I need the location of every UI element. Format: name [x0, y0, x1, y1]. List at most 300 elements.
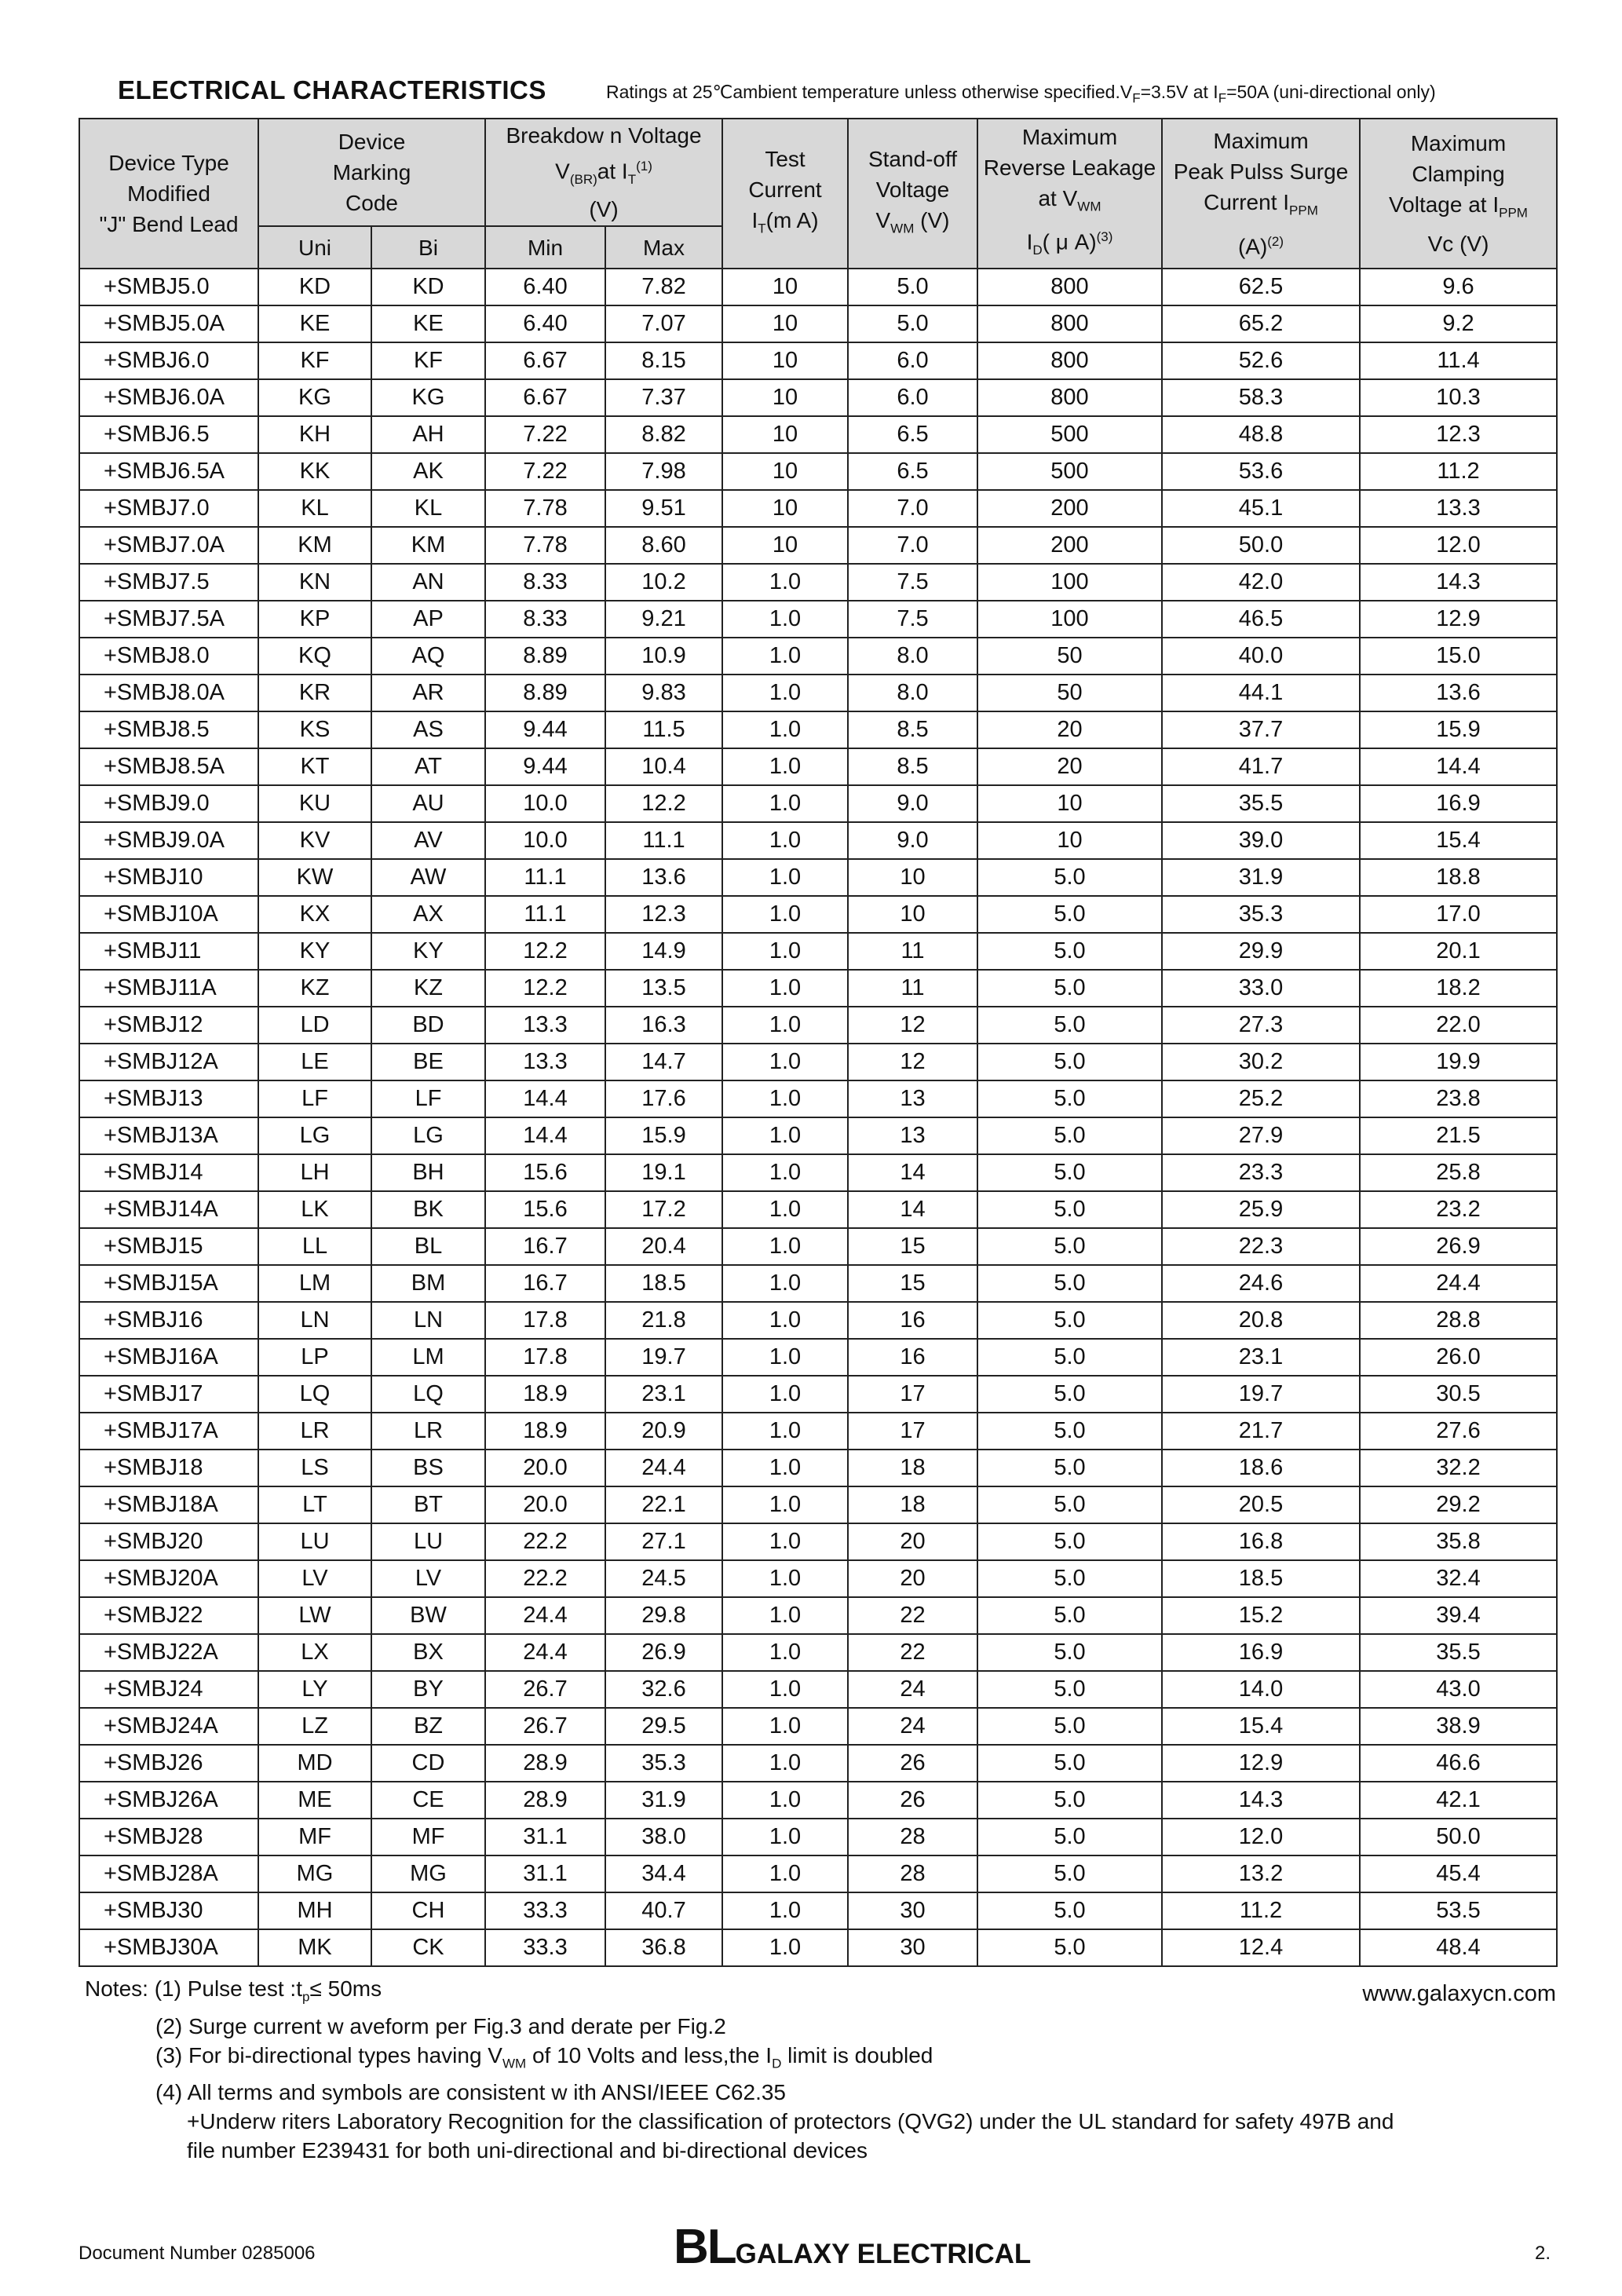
cell-breakdown-max: 20.9: [605, 1413, 722, 1450]
cell-standoff-voltage: 17: [848, 1376, 977, 1413]
cell-peak-pulse-current: 24.6: [1162, 1265, 1360, 1302]
cell-marking-bi: MG: [371, 1855, 485, 1892]
cell-breakdown-max: 8.60: [605, 527, 722, 564]
cell-standoff-voltage: 30: [848, 1892, 977, 1929]
cell-marking-uni: LL: [258, 1228, 371, 1265]
cell-peak-pulse-current: 11.2: [1162, 1892, 1360, 1929]
cell-device-type: +SMBJ17: [79, 1376, 258, 1413]
cell-marking-bi: BY: [371, 1671, 485, 1708]
cell-clamping-voltage: 13.6: [1360, 675, 1557, 711]
cell-marking-bi: LQ: [371, 1376, 485, 1413]
cell-standoff-voltage: 6.0: [848, 379, 977, 416]
header-max: Max: [605, 226, 722, 269]
table-row: [79, 1265, 1557, 1302]
cell-standoff-voltage: 5.0: [848, 305, 977, 342]
cell-device-type: +SMBJ7.5A: [79, 601, 258, 638]
table-row: [79, 490, 1557, 527]
cell-clamping-voltage: 15.0: [1360, 638, 1557, 675]
cell-breakdown-min: 26.7: [485, 1671, 605, 1708]
cell-clamping-voltage: 9.2: [1360, 305, 1557, 342]
cell-device-type: +SMBJ30A: [79, 1929, 258, 1966]
cell-marking-bi: LU: [371, 1523, 485, 1560]
cell-breakdown-min: 7.22: [485, 453, 605, 490]
header-clamping-voltage: Maximum Clamping Voltage at $I_{PPM}$ Vc (V): [1360, 119, 1557, 269]
table-row: [79, 1413, 1557, 1450]
cell-reverse-leakage: 500: [977, 453, 1162, 490]
cell-device-type: +SMBJ8.5A: [79, 748, 258, 785]
table-row: [79, 269, 1557, 305]
cell-marking-bi: LV: [371, 1560, 485, 1597]
cell-marking-uni: LM: [258, 1265, 371, 1302]
cell-breakdown-max: 14.7: [605, 1044, 722, 1080]
cell-standoff-voltage: 13: [848, 1117, 977, 1154]
cell-peak-pulse-current: 30.2: [1162, 1044, 1360, 1080]
cell-breakdown-min: 28.9: [485, 1745, 605, 1782]
brand-logo: BLGALAXY ELECTRICAL: [674, 2220, 1032, 2274]
table-row: [79, 527, 1557, 564]
cell-breakdown-max: 9.21: [605, 601, 722, 638]
cell-device-type: +SMBJ7.5: [79, 564, 258, 601]
cell-clamping-voltage: 42.1: [1360, 1782, 1557, 1819]
cell-peak-pulse-current: 23.3: [1162, 1154, 1360, 1191]
table-row: [79, 822, 1557, 859]
cell-marking-bi: MF: [371, 1819, 485, 1855]
cell-clamping-voltage: 18.2: [1360, 970, 1557, 1007]
cell-reverse-leakage: 100: [977, 564, 1162, 601]
table-row: [79, 1154, 1557, 1191]
ratings-note: Ratings at 25℃ambient temperature unless otherwise $specified.V_F=3.5V$ at $I_F=50A$ (uni-directional only): [606, 82, 1436, 106]
cell-standoff-voltage: 13: [848, 1080, 977, 1117]
cell-device-type: +SMBJ30: [79, 1892, 258, 1929]
cell-peak-pulse-current: 41.7: [1162, 748, 1360, 785]
table-row: [79, 564, 1557, 601]
cell-clamping-voltage: 45.4: [1360, 1855, 1557, 1892]
cell-device-type: +SMBJ17A: [79, 1413, 258, 1450]
cell-marking-bi: AN: [371, 564, 485, 601]
cell-reverse-leakage: 5.0: [977, 1708, 1162, 1745]
cell-clamping-voltage: 46.6: [1360, 1745, 1557, 1782]
cell-standoff-voltage: 7.0: [848, 490, 977, 527]
cell-marking-uni: LN: [258, 1302, 371, 1339]
cell-clamping-voltage: 12.0: [1360, 527, 1557, 564]
cell-breakdown-min: 7.78: [485, 490, 605, 527]
cell-breakdown-min: 20.0: [485, 1486, 605, 1523]
cell-device-type: +SMBJ6.0: [79, 342, 258, 379]
cell-breakdown-max: 21.8: [605, 1302, 722, 1339]
cell-peak-pulse-current: 20.5: [1162, 1486, 1360, 1523]
cell-peak-pulse-current: 52.6: [1162, 342, 1360, 379]
cell-standoff-voltage: 11: [848, 970, 977, 1007]
cell-clamping-voltage: 14.3: [1360, 564, 1557, 601]
cell-reverse-leakage: 200: [977, 490, 1162, 527]
cell-test-current: 1.0: [722, 1892, 848, 1929]
cell-test-current: 1.0: [722, 1708, 848, 1745]
cell-breakdown-max: 20.4: [605, 1228, 722, 1265]
cell-clamping-voltage: 21.5: [1360, 1117, 1557, 1154]
cell-breakdown-max: 7.37: [605, 379, 722, 416]
cell-clamping-voltage: 43.0: [1360, 1671, 1557, 1708]
cell-breakdown-min: 15.6: [485, 1154, 605, 1191]
cell-reverse-leakage: 5.0: [977, 1855, 1162, 1892]
cell-marking-uni: LX: [258, 1634, 371, 1671]
cell-marking-bi: KZ: [371, 970, 485, 1007]
cell-device-type: +SMBJ20A: [79, 1560, 258, 1597]
cell-reverse-leakage: 50: [977, 638, 1162, 675]
cell-device-type: +SMBJ16: [79, 1302, 258, 1339]
table-row: [79, 1745, 1557, 1782]
cell-marking-uni: LG: [258, 1117, 371, 1154]
cell-breakdown-max: 15.9: [605, 1117, 722, 1154]
cell-breakdown-max: 34.4: [605, 1855, 722, 1892]
cell-marking-uni: MH: [258, 1892, 371, 1929]
cell-marking-bi: LM: [371, 1339, 485, 1376]
cell-clamping-voltage: 50.0: [1360, 1819, 1557, 1855]
cell-breakdown-min: 24.4: [485, 1634, 605, 1671]
cell-reverse-leakage: 100: [977, 601, 1162, 638]
cell-test-current: 1.0: [722, 1634, 848, 1671]
cell-reverse-leakage: 5.0: [977, 1486, 1162, 1523]
cell-standoff-voltage: 26: [848, 1745, 977, 1782]
cell-marking-uni: MD: [258, 1745, 371, 1782]
cell-breakdown-min: 33.3: [485, 1929, 605, 1966]
cell-device-type: +SMBJ8.0A: [79, 675, 258, 711]
cell-clamping-voltage: 35.5: [1360, 1634, 1557, 1671]
cell-marking-uni: LW: [258, 1597, 371, 1634]
cell-reverse-leakage: 5.0: [977, 1044, 1162, 1080]
cell-peak-pulse-current: 46.5: [1162, 601, 1360, 638]
cell-standoff-voltage: 15: [848, 1265, 977, 1302]
cell-test-current: 1.0: [722, 1819, 848, 1855]
cell-marking-bi: CE: [371, 1782, 485, 1819]
cell-reverse-leakage: 10: [977, 785, 1162, 822]
cell-peak-pulse-current: 16.8: [1162, 1523, 1360, 1560]
cell-peak-pulse-current: 18.6: [1162, 1450, 1360, 1486]
table-row: [79, 379, 1557, 416]
table-row: [79, 1892, 1557, 1929]
cell-standoff-voltage: 6.5: [848, 453, 977, 490]
cell-peak-pulse-current: 58.3: [1162, 379, 1360, 416]
cell-breakdown-min: 16.7: [485, 1228, 605, 1265]
cell-standoff-voltage: 6.5: [848, 416, 977, 453]
table-row: [79, 1117, 1557, 1154]
cell-reverse-leakage: 5.0: [977, 1929, 1162, 1966]
cell-standoff-voltage: 15: [848, 1228, 977, 1265]
cell-marking-uni: KW: [258, 859, 371, 896]
cell-marking-bi: BD: [371, 1007, 485, 1044]
cell-marking-uni: MF: [258, 1819, 371, 1855]
cell-clamping-voltage: 53.5: [1360, 1892, 1557, 1929]
cell-peak-pulse-current: 22.3: [1162, 1228, 1360, 1265]
cell-marking-bi: AU: [371, 785, 485, 822]
cell-test-current: 1.0: [722, 1117, 848, 1154]
cell-marking-bi: LR: [371, 1413, 485, 1450]
cell-reverse-leakage: 5.0: [977, 1560, 1162, 1597]
cell-marking-uni: KZ: [258, 970, 371, 1007]
cell-clamping-voltage: 30.5: [1360, 1376, 1557, 1413]
cell-breakdown-min: 24.4: [485, 1597, 605, 1634]
cell-test-current: 10: [722, 490, 848, 527]
cell-marking-uni: LS: [258, 1450, 371, 1486]
cell-clamping-voltage: 12.3: [1360, 416, 1557, 453]
cell-test-current: 1.0: [722, 1782, 848, 1819]
table-row: [79, 1486, 1557, 1523]
header-test-current: Test Current $I_T(m$ A): [722, 119, 848, 269]
cell-standoff-voltage: 9.0: [848, 822, 977, 859]
cell-test-current: 1.0: [722, 1376, 848, 1413]
cell-reverse-leakage: 5.0: [977, 933, 1162, 970]
cell-marking-uni: MK: [258, 1929, 371, 1966]
cell-standoff-voltage: 5.0: [848, 269, 977, 305]
table-row: [79, 416, 1557, 453]
cell-standoff-voltage: 24: [848, 1671, 977, 1708]
cell-marking-uni: KH: [258, 416, 371, 453]
table-row: [79, 933, 1557, 970]
cell-clamping-voltage: 18.8: [1360, 859, 1557, 896]
cell-breakdown-max: 22.1: [605, 1486, 722, 1523]
cell-breakdown-max: 36.8: [605, 1929, 722, 1966]
cell-peak-pulse-current: 23.1: [1162, 1339, 1360, 1376]
section-title: ELECTRICAL CHARACTERISTICS: [118, 75, 546, 104]
cell-device-type: +SMBJ6.0A: [79, 379, 258, 416]
cell-marking-bi: KL: [371, 490, 485, 527]
cell-breakdown-max: 35.3: [605, 1745, 722, 1782]
cell-marking-uni: LD: [258, 1007, 371, 1044]
cell-device-type: +SMBJ8.0: [79, 638, 258, 675]
cell-breakdown-max: 19.1: [605, 1154, 722, 1191]
cell-breakdown-min: 17.8: [485, 1339, 605, 1376]
cell-marking-uni: LK: [258, 1191, 371, 1228]
cell-reverse-leakage: 5.0: [977, 1523, 1162, 1560]
cell-breakdown-min: 6.40: [485, 269, 605, 305]
cell-test-current: 1.0: [722, 970, 848, 1007]
cell-peak-pulse-current: 39.0: [1162, 822, 1360, 859]
cell-reverse-leakage: 20: [977, 711, 1162, 748]
website-link[interactable]: www.galaxycn.com: [1362, 1981, 1556, 2006]
cell-test-current: 10: [722, 416, 848, 453]
header-min: Min: [485, 226, 605, 269]
cell-device-type: +SMBJ15: [79, 1228, 258, 1265]
cell-marking-bi: BS: [371, 1450, 485, 1486]
cell-marking-bi: LG: [371, 1117, 485, 1154]
cell-marking-uni: KV: [258, 822, 371, 859]
cell-breakdown-max: 8.15: [605, 342, 722, 379]
cell-clamping-voltage: 26.0: [1360, 1339, 1557, 1376]
cell-standoff-voltage: 18: [848, 1486, 977, 1523]
cell-breakdown-min: 10.0: [485, 785, 605, 822]
cell-breakdown-max: 7.07: [605, 305, 722, 342]
header-reverse-leakage: Maximum Reverse Leakage at $V_{WM}$ $I_D$( μ A)$^{(3)}$: [977, 119, 1162, 269]
document-number: Document Number 0285006: [79, 2243, 316, 2264]
cell-test-current: 1.0: [722, 1450, 848, 1486]
cell-clamping-voltage: 24.4: [1360, 1265, 1557, 1302]
cell-clamping-voltage: 32.2: [1360, 1450, 1557, 1486]
cell-reverse-leakage: 5.0: [977, 1597, 1162, 1634]
cell-marking-bi: AQ: [371, 638, 485, 675]
cell-marking-uni: LP: [258, 1339, 371, 1376]
cell-breakdown-min: 26.7: [485, 1708, 605, 1745]
cell-clamping-voltage: 22.0: [1360, 1007, 1557, 1044]
cell-reverse-leakage: 5.0: [977, 1339, 1162, 1376]
cell-reverse-leakage: 5.0: [977, 896, 1162, 933]
cell-breakdown-min: 33.3: [485, 1892, 605, 1929]
cell-breakdown-max: 40.7: [605, 1892, 722, 1929]
cell-marking-uni: KD: [258, 269, 371, 305]
table-row: [79, 859, 1557, 896]
table-row: [79, 1671, 1557, 1708]
table-row: [79, 1080, 1557, 1117]
cell-device-type: +SMBJ22A: [79, 1634, 258, 1671]
cell-reverse-leakage: 5.0: [977, 1376, 1162, 1413]
header-uni: Uni: [258, 226, 371, 269]
cell-breakdown-min: 18.9: [485, 1376, 605, 1413]
cell-breakdown-min: 22.2: [485, 1560, 605, 1597]
table-row: [79, 305, 1557, 342]
cell-clamping-voltage: 14.4: [1360, 748, 1557, 785]
cell-marking-bi: KF: [371, 342, 485, 379]
cell-clamping-voltage: 27.6: [1360, 1413, 1557, 1450]
cell-breakdown-min: 31.1: [485, 1855, 605, 1892]
cell-marking-uni: KE: [258, 305, 371, 342]
cell-device-type: +SMBJ11: [79, 933, 258, 970]
cell-standoff-voltage: 11: [848, 933, 977, 970]
cell-clamping-voltage: 26.9: [1360, 1228, 1557, 1265]
cell-peak-pulse-current: 42.0: [1162, 564, 1360, 601]
cell-peak-pulse-current: 29.9: [1162, 933, 1360, 970]
cell-standoff-voltage: 7.0: [848, 527, 977, 564]
cell-breakdown-min: 7.78: [485, 527, 605, 564]
cell-test-current: 1.0: [722, 1154, 848, 1191]
cell-breakdown-max: 11.5: [605, 711, 722, 748]
cell-device-type: +SMBJ13: [79, 1080, 258, 1117]
cell-clamping-voltage: 12.9: [1360, 601, 1557, 638]
cell-clamping-voltage: 35.8: [1360, 1523, 1557, 1560]
cell-reverse-leakage: 5.0: [977, 1302, 1162, 1339]
cell-marking-bi: AP: [371, 601, 485, 638]
cell-standoff-voltage: 17: [848, 1413, 977, 1450]
cell-peak-pulse-current: 48.8: [1162, 416, 1360, 453]
cell-peak-pulse-current: 53.6: [1162, 453, 1360, 490]
cell-marking-bi: AV: [371, 822, 485, 859]
cell-device-type: +SMBJ12A: [79, 1044, 258, 1080]
cell-breakdown-max: 7.82: [605, 269, 722, 305]
table-row: [79, 1339, 1557, 1376]
cell-marking-uni: KR: [258, 675, 371, 711]
cell-peak-pulse-current: 35.5: [1162, 785, 1360, 822]
table-row: [79, 1007, 1557, 1044]
cell-clamping-voltage: 20.1: [1360, 933, 1557, 970]
cell-clamping-voltage: 23.8: [1360, 1080, 1557, 1117]
cell-reverse-leakage: 5.0: [977, 1413, 1162, 1450]
cell-test-current: 1.0: [722, 1080, 848, 1117]
cell-clamping-voltage: 11.4: [1360, 342, 1557, 379]
cell-clamping-voltage: 19.9: [1360, 1044, 1557, 1080]
cell-breakdown-min: 9.44: [485, 711, 605, 748]
cell-marking-bi: CD: [371, 1745, 485, 1782]
cell-marking-uni: LR: [258, 1413, 371, 1450]
table-row: [79, 638, 1557, 675]
table-row: [79, 1450, 1557, 1486]
cell-device-type: +SMBJ9.0A: [79, 822, 258, 859]
cell-test-current: 10: [722, 305, 848, 342]
header-bi: Bi: [371, 226, 485, 269]
cell-reverse-leakage: 20: [977, 748, 1162, 785]
cell-marking-bi: LN: [371, 1302, 485, 1339]
cell-marking-uni: ME: [258, 1782, 371, 1819]
cell-breakdown-min: 14.4: [485, 1117, 605, 1154]
header-standoff-voltage: Stand-off Voltage $V_{WM}$ (V): [848, 119, 977, 269]
cell-standoff-voltage: 10: [848, 896, 977, 933]
cell-marking-uni: LQ: [258, 1376, 371, 1413]
cell-device-type: +SMBJ12: [79, 1007, 258, 1044]
cell-breakdown-max: 11.1: [605, 822, 722, 859]
cell-breakdown-min: 6.40: [485, 305, 605, 342]
cell-marking-uni: LE: [258, 1044, 371, 1080]
cell-test-current: 1.0: [722, 822, 848, 859]
cell-marking-bi: BL: [371, 1228, 485, 1265]
cell-breakdown-min: 8.33: [485, 564, 605, 601]
cell-reverse-leakage: 5.0: [977, 1782, 1162, 1819]
cell-reverse-leakage: 5.0: [977, 1634, 1162, 1671]
cell-peak-pulse-current: 31.9: [1162, 859, 1360, 896]
cell-marking-uni: KF: [258, 342, 371, 379]
note-4: (4) All terms and symbols are consistent w ith ANSI/IEEE C62.35: [155, 2080, 787, 2105]
cell-breakdown-max: 23.1: [605, 1376, 722, 1413]
cell-marking-uni: KP: [258, 601, 371, 638]
note-3: (3) For bi-directional types having $V_{WM}$ of 10 Volts and less,the $I_D$ limit is doubled: [155, 2042, 933, 2071]
cell-test-current: 1.0: [722, 1523, 848, 1560]
cell-reverse-leakage: 5.0: [977, 1450, 1162, 1486]
cell-peak-pulse-current: 19.7: [1162, 1376, 1360, 1413]
cell-peak-pulse-current: 45.1: [1162, 490, 1360, 527]
cell-test-current: 1.0: [722, 1597, 848, 1634]
cell-breakdown-min: 8.89: [485, 675, 605, 711]
cell-breakdown-max: 19.7: [605, 1339, 722, 1376]
cell-peak-pulse-current: 12.0: [1162, 1819, 1360, 1855]
cell-standoff-voltage: 10: [848, 859, 977, 896]
cell-marking-bi: BM: [371, 1265, 485, 1302]
cell-marking-uni: KN: [258, 564, 371, 601]
cell-breakdown-max: 10.9: [605, 638, 722, 675]
cell-breakdown-max: 29.5: [605, 1708, 722, 1745]
cell-clamping-voltage: 48.4: [1360, 1929, 1557, 1966]
cell-reverse-leakage: 800: [977, 379, 1162, 416]
cell-device-type: +SMBJ10: [79, 859, 258, 896]
cell-clamping-voltage: 9.6: [1360, 269, 1557, 305]
cell-breakdown-min: 12.2: [485, 933, 605, 970]
cell-breakdown-max: 26.9: [605, 1634, 722, 1671]
cell-breakdown-max: 10.2: [605, 564, 722, 601]
cell-marking-bi: BT: [371, 1486, 485, 1523]
cell-breakdown-min: 14.4: [485, 1080, 605, 1117]
cell-marking-uni: LU: [258, 1523, 371, 1560]
cell-test-current: 10: [722, 453, 848, 490]
cell-marking-bi: BK: [371, 1191, 485, 1228]
cell-device-type: +SMBJ7.0A: [79, 527, 258, 564]
cell-breakdown-max: 10.4: [605, 748, 722, 785]
cell-standoff-voltage: 12: [848, 1044, 977, 1080]
cell-peak-pulse-current: 12.4: [1162, 1929, 1360, 1966]
cell-breakdown-min: 9.44: [485, 748, 605, 785]
table-row: [79, 711, 1557, 748]
cell-breakdown-max: 38.0: [605, 1819, 722, 1855]
cell-standoff-voltage: 8.0: [848, 675, 977, 711]
cell-device-type: +SMBJ28: [79, 1819, 258, 1855]
cell-peak-pulse-current: 27.3: [1162, 1007, 1360, 1044]
table-row: [79, 1523, 1557, 1560]
cell-clamping-voltage: 25.8: [1360, 1154, 1557, 1191]
cell-device-type: +SMBJ6.5A: [79, 453, 258, 490]
table-row: [79, 1560, 1557, 1597]
